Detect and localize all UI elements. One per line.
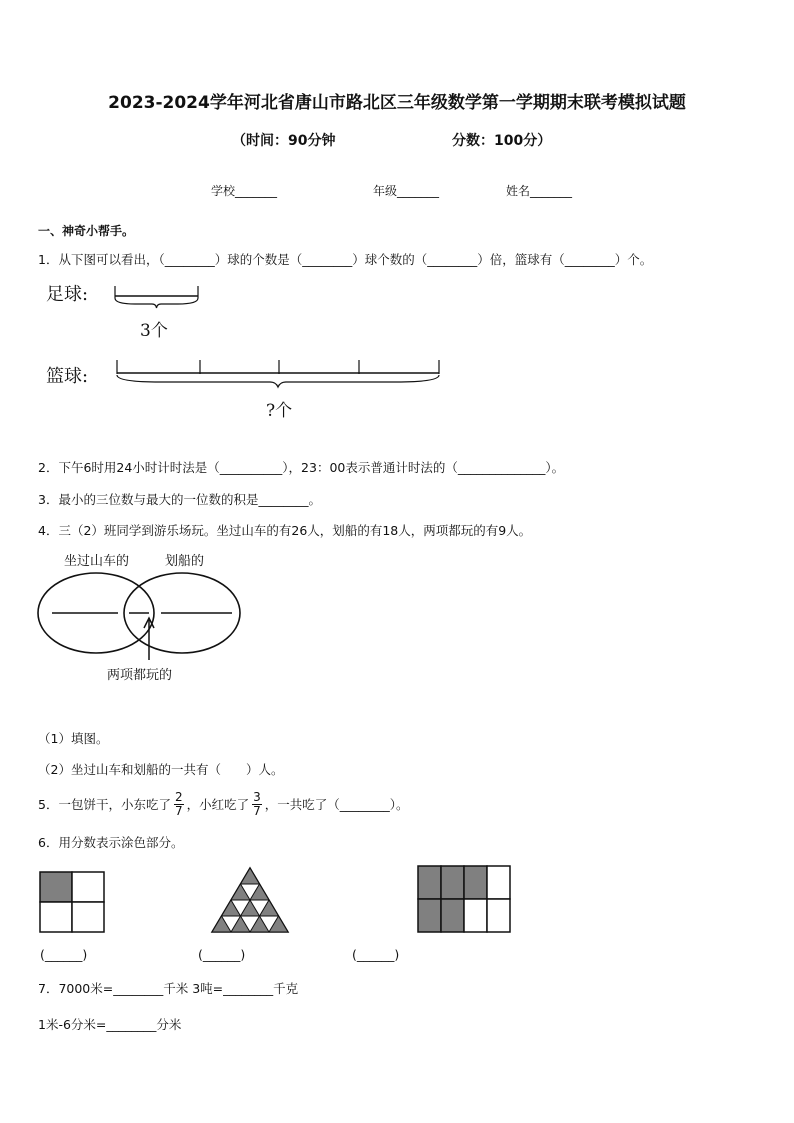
- name-field[interactable]: 姓名_______: [506, 184, 573, 198]
- question-5-text-b: ，小红吃了: [186, 797, 250, 812]
- question-5: [38, 786, 409, 822]
- question-4: 4．三（2）班同学到游乐场玩。坐过山车的有26人，划船的有18人，两项都玩的有9人。: [38, 523, 532, 538]
- section-heading: 一、神奇小帮手。: [38, 224, 135, 238]
- football-count: 3个: [140, 321, 168, 341]
- question-6: 6．用分数表示涂色部分。: [38, 835, 184, 850]
- school-field[interactable]: 学校_______: [211, 184, 278, 198]
- fraction-numerator: 3: [253, 789, 261, 804]
- basketball-label: 篮球:: [46, 366, 89, 387]
- question-7-line-2: 1米-6分米=________分米: [38, 1017, 182, 1032]
- answer-blank-2[interactable]: (______): [198, 947, 246, 962]
- venn-diagram: [36, 568, 246, 668]
- fraction-2-7: [174, 791, 184, 818]
- triangle-figure: [210, 866, 290, 936]
- basketball-bar: [117, 360, 439, 387]
- rectangle-grid-figure: [416, 864, 514, 934]
- fraction-denominator: 7: [174, 803, 183, 818]
- question-5-text-a: 5．一包饼干，小东吃了: [38, 797, 171, 812]
- question-3: 3．最小的三位数与最大的一位数的积是________。: [38, 492, 321, 507]
- venn-right-label: 划船的: [165, 554, 205, 569]
- answer-blank-1[interactable]: (______): [40, 947, 88, 962]
- exam-time: （时间：90分钟: [232, 133, 336, 149]
- fraction-denominator: 7: [253, 803, 261, 818]
- venn-both-label: 两项都玩的: [107, 668, 173, 683]
- exam-score: 分数：100分）: [452, 133, 552, 149]
- fraction-3-7: [252, 791, 262, 818]
- question-7-line-1: 7．7000米=________千米 3吨=________千克: [38, 981, 299, 996]
- page-title: 2023-2024学年河北省唐山市路北区三年级数学第一学期期末联考模拟试题: [108, 93, 686, 113]
- question-4-part-2: （2）坐过山车和划船的一共有（ ）人。: [38, 762, 284, 777]
- grade-field[interactable]: 年级_______: [373, 184, 440, 198]
- question-4-part-1: （1）填图。: [38, 731, 109, 746]
- football-label: 足球:: [46, 284, 89, 305]
- answer-blank-3[interactable]: (______): [352, 947, 400, 962]
- square-grid-figure: [38, 870, 108, 934]
- venn-left-label: 坐过山车的: [64, 554, 130, 569]
- question-2: 2．下午6时用24小时计时法是（__________），23：00表示普通计时法的（______________）。: [38, 460, 565, 475]
- question-5-text-c: ，一共吃了（________）。: [264, 797, 409, 812]
- question-1: 1．从下图可以看出，（________）球的个数是（________）球个数的（________）倍，篮球有（________）个。: [38, 252, 653, 267]
- basketball-count: ?个: [266, 401, 293, 421]
- fraction-numerator: 2: [174, 789, 183, 804]
- football-bar: [115, 286, 198, 308]
